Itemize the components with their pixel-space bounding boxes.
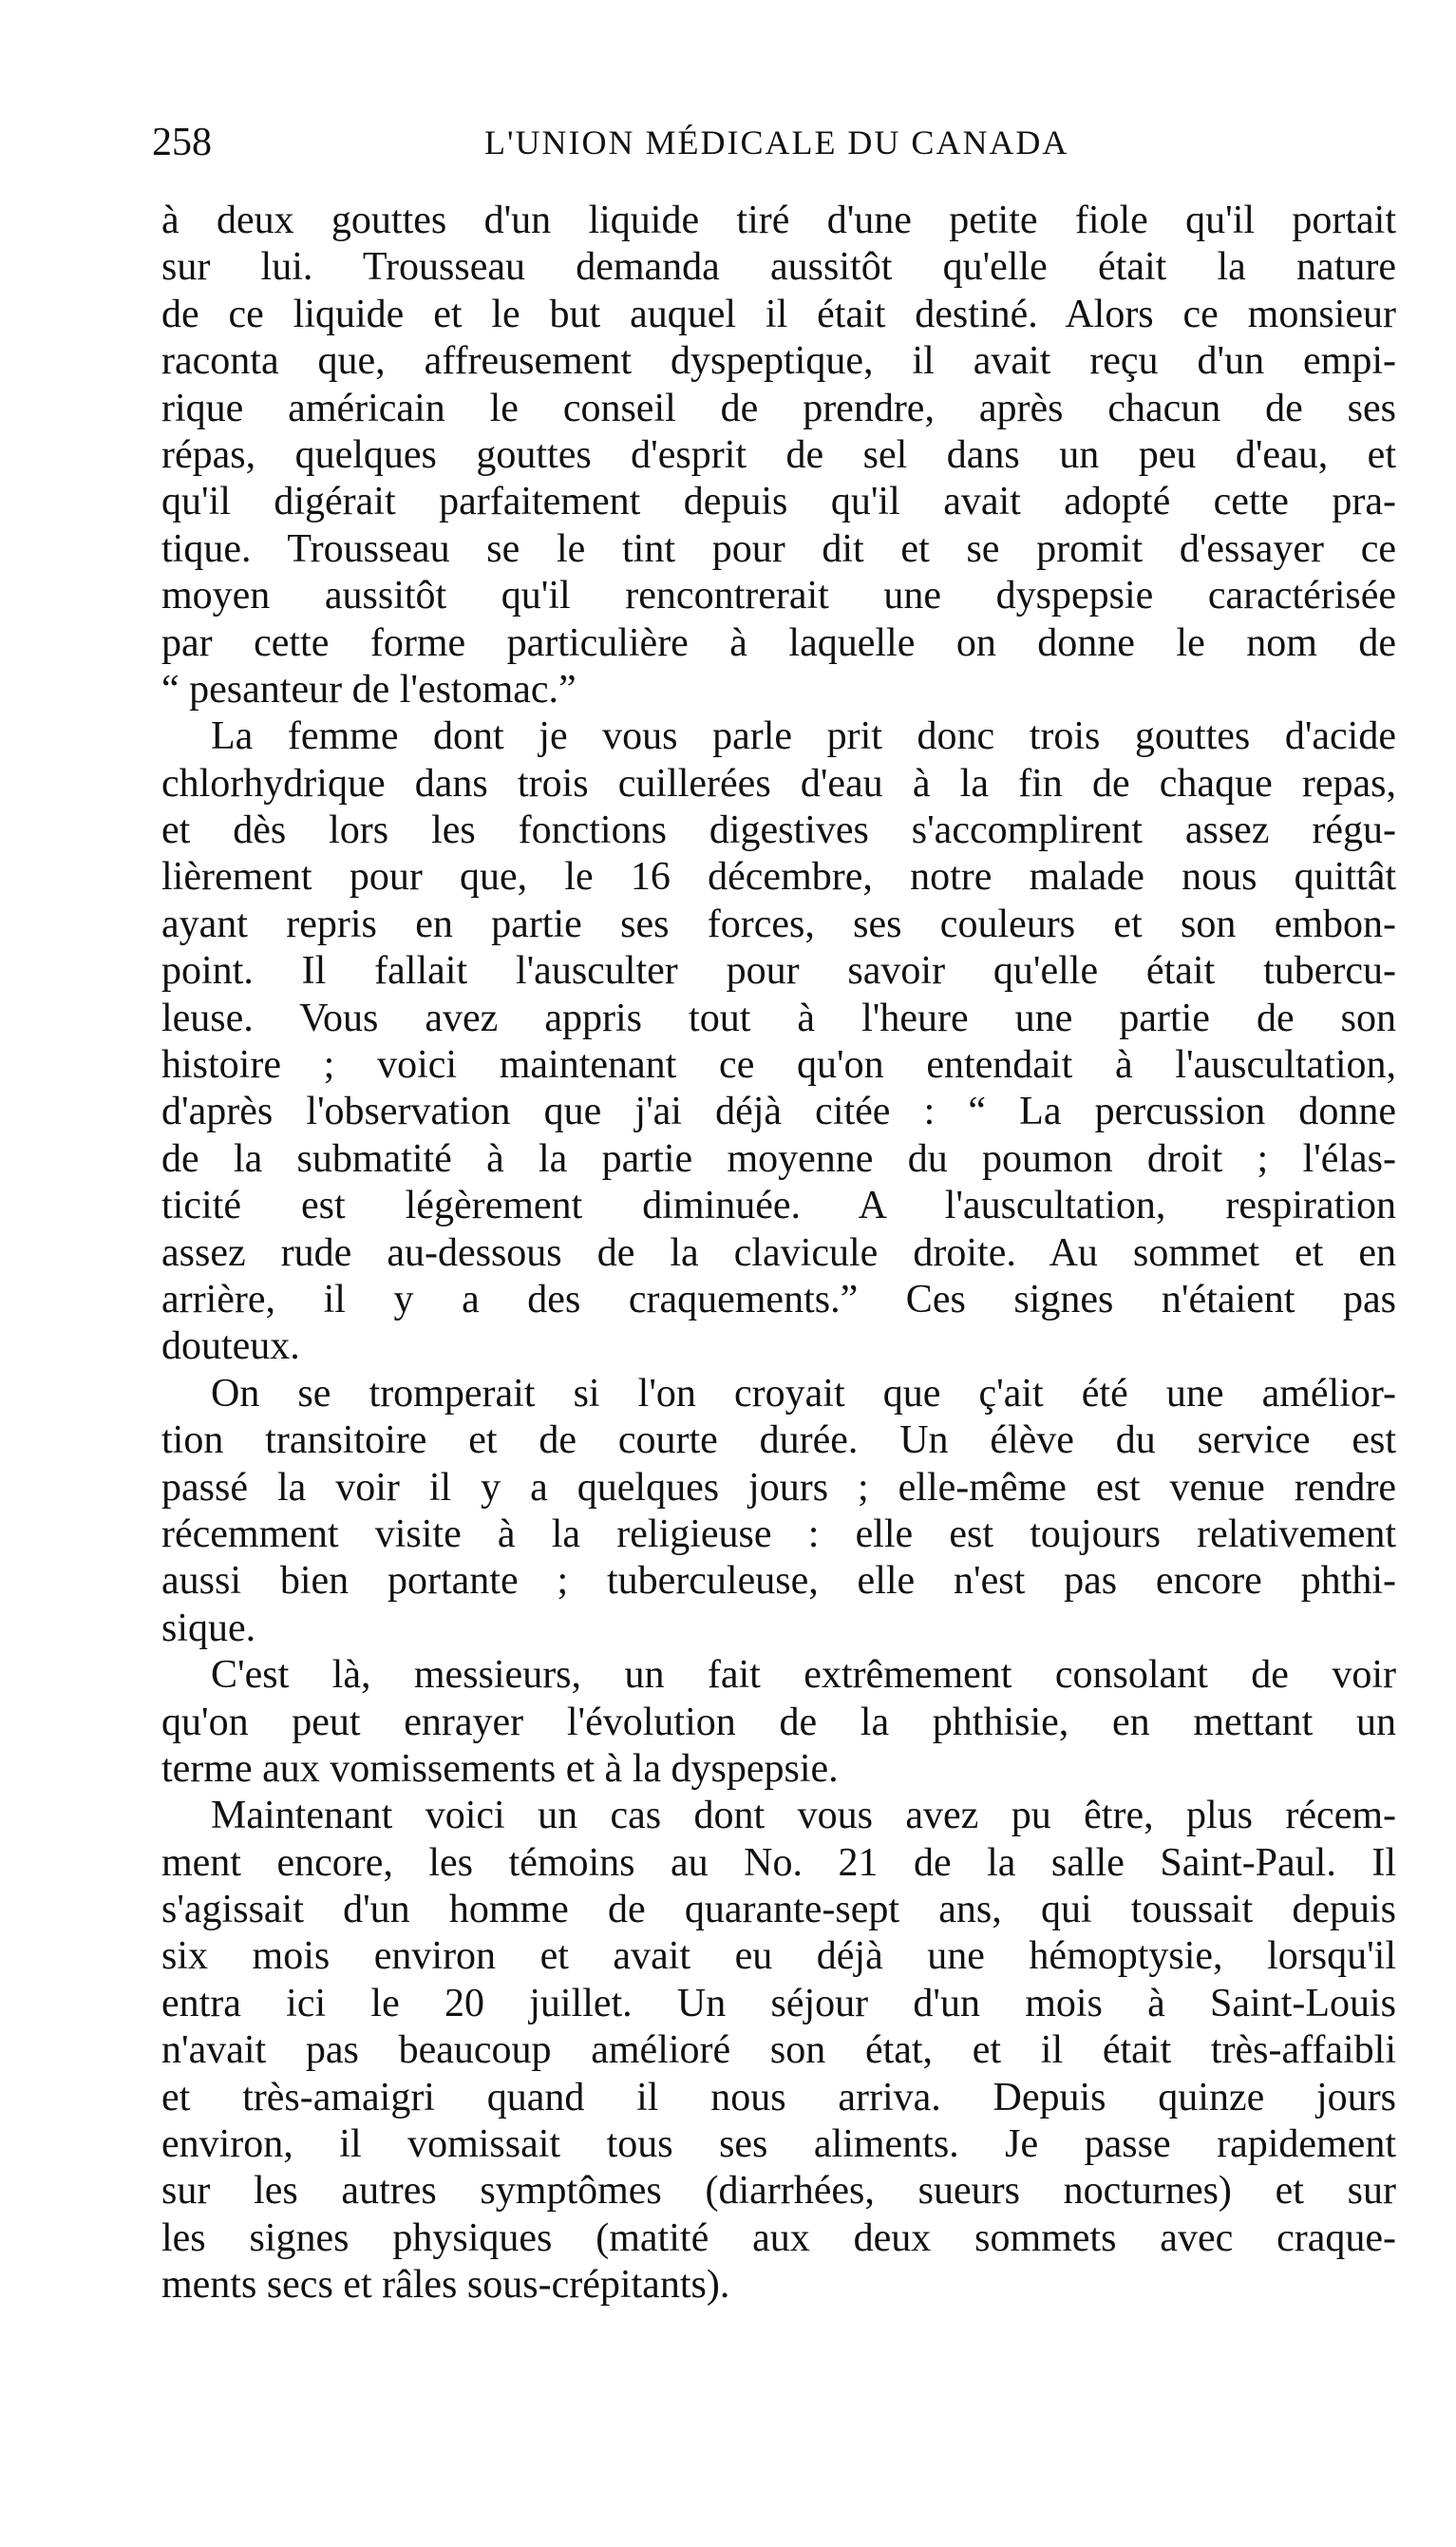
text-line: “ pesanteur de l'estomac.” (161, 667, 577, 712)
text-line: arrière, il y a des craquements.” Ces signes n'étaient pas (161, 1277, 1396, 1321)
text-line: douteux. (161, 1324, 300, 1369)
page-header (152, 114, 1377, 171)
text-line: sur lui. Trousseau demanda aussitôt qu'elle était la nature (161, 245, 1396, 290)
text-line: entra ici le 20 juillet. Un séjour d'un mois à Saint-Louis (161, 1981, 1396, 2025)
text-line: La femme dont je vous parle prit donc trois gouttes d'acide (211, 714, 1396, 759)
text-line: ticité est légèrement diminuée. A l'auscultation, respiration (161, 1184, 1396, 1228)
text-line: s'agissait d'un homme de quarante-sept ans, qui toussait depuis (161, 1888, 1396, 1932)
text-line: tion transitoire et de courte durée. Un élève du service est (161, 1418, 1396, 1463)
text-line: les signes physiques (matité aux deux sommets avec craque- (161, 2215, 1396, 2260)
page-number: 258 (152, 121, 212, 164)
text-line: à deux gouttes d'un liquide tiré d'une petite fiole qu'il portait (161, 199, 1396, 242)
text-line: tique. Trousseau se le tint pour dit et se promit d'essayer ce (161, 526, 1396, 571)
text-line: sique. (161, 1606, 256, 1650)
text-line: six mois environ et avait eu déjà une hémoptysie, lorsqu'il (161, 1934, 1396, 1979)
text-line: n'avait pas beaucoup amélioré son état, et il était très-affaibli (161, 2028, 1396, 2073)
text-line: d'après l'observation que j'ai déjà citée : “ La percussion donne (161, 1090, 1396, 1134)
text-line: de ce liquide et le but auquel il était destiné. Alors ce monsieur (161, 292, 1396, 336)
text-line: passé la voir il y a quelques jours ; elle-même est venue rendre (161, 1465, 1396, 1510)
text-line: chlorhydrique dans trois cuillerées d'eau à la fin de chaque repas, (161, 761, 1396, 806)
text-line: raconta que, affreusement dyspeptique, il avait reçu d'un empi- (161, 339, 1396, 384)
text-line: sur les autres symptômes (diarrhées, sueurs nocturnes) et sur (161, 2169, 1396, 2214)
text-line: par cette forme particulière à laquelle on donne le nom de (161, 620, 1396, 665)
text-line: point. Il fallait l'ausculter pour savoir qu'elle était tubercu- (161, 949, 1396, 994)
text-line: ment encore, les témoins au No. 21 de la salle Saint-Paul. Il (161, 1840, 1396, 1885)
text-line: qu'on peut enrayer l'évolution de la phthisie, en mettant un (161, 1700, 1396, 1744)
text-line: histoire ; voici maintenant ce qu'on entendait à l'auscultation, (161, 1043, 1396, 1088)
text-line: et dès lors les fonctions digestives s'accomplirent assez régu- (161, 808, 1396, 853)
text-line: Maintenant voici un cas dont vous avez pu être, plus récem- (211, 1794, 1396, 1838)
body-text (161, 198, 1396, 2309)
text-line: leuse. Vous avez appris tout à l'heure une partie de son (161, 996, 1396, 1040)
text-line: terme aux vomissements et à la dyspepsie. (161, 1746, 839, 1791)
text-line: ments secs et râles sous-crépitants). (161, 2263, 730, 2308)
text-line: assez rude au-dessous de la clavicule droite. Au sommet et en (161, 1230, 1396, 1275)
text-line: répas, quelques gouttes d'esprit de sel dans un peu d'eau, et (161, 432, 1396, 477)
text-line: C'est là, messieurs, un fait extrêmement consolant de voir (211, 1653, 1396, 1698)
text-line: récemment visite à la religieuse : elle est toujours relativement (161, 1511, 1396, 1556)
text-line: rique américain le conseil de prendre, après chacun de ses (161, 386, 1396, 430)
text-line: qu'il digérait parfaitement depuis qu'il avait adopté cette pra- (161, 480, 1396, 524)
text-line: de la submatité à la partie moyenne du poumon droit ; l'élas- (161, 1136, 1396, 1181)
text-line: environ, il vomissait tous ses aliments. Je passe rapidement (161, 2122, 1396, 2167)
text-line: moyen aussitôt qu'il rencontrerait une dyspepsie caractérisée (161, 574, 1396, 618)
text-line: ayant repris en partie ses forces, ses couleurs et son embon- (161, 902, 1396, 946)
text-line: aussi bien portante ; tuberculeuse, elle n'est pas encore phthi- (161, 1559, 1396, 1604)
text-line: lièrement pour que, le 16 décembre, notre malade nous quittât (161, 855, 1396, 900)
text-line: et très-amaigri quand il nous arriva. Depuis quinze jours (161, 2075, 1396, 2119)
text-line: On se tromperait si l'on croyait que ç'ait été une amélior- (211, 1371, 1396, 1416)
running-title: L'UNION MÉDICALE DU CANADA (484, 124, 1069, 162)
